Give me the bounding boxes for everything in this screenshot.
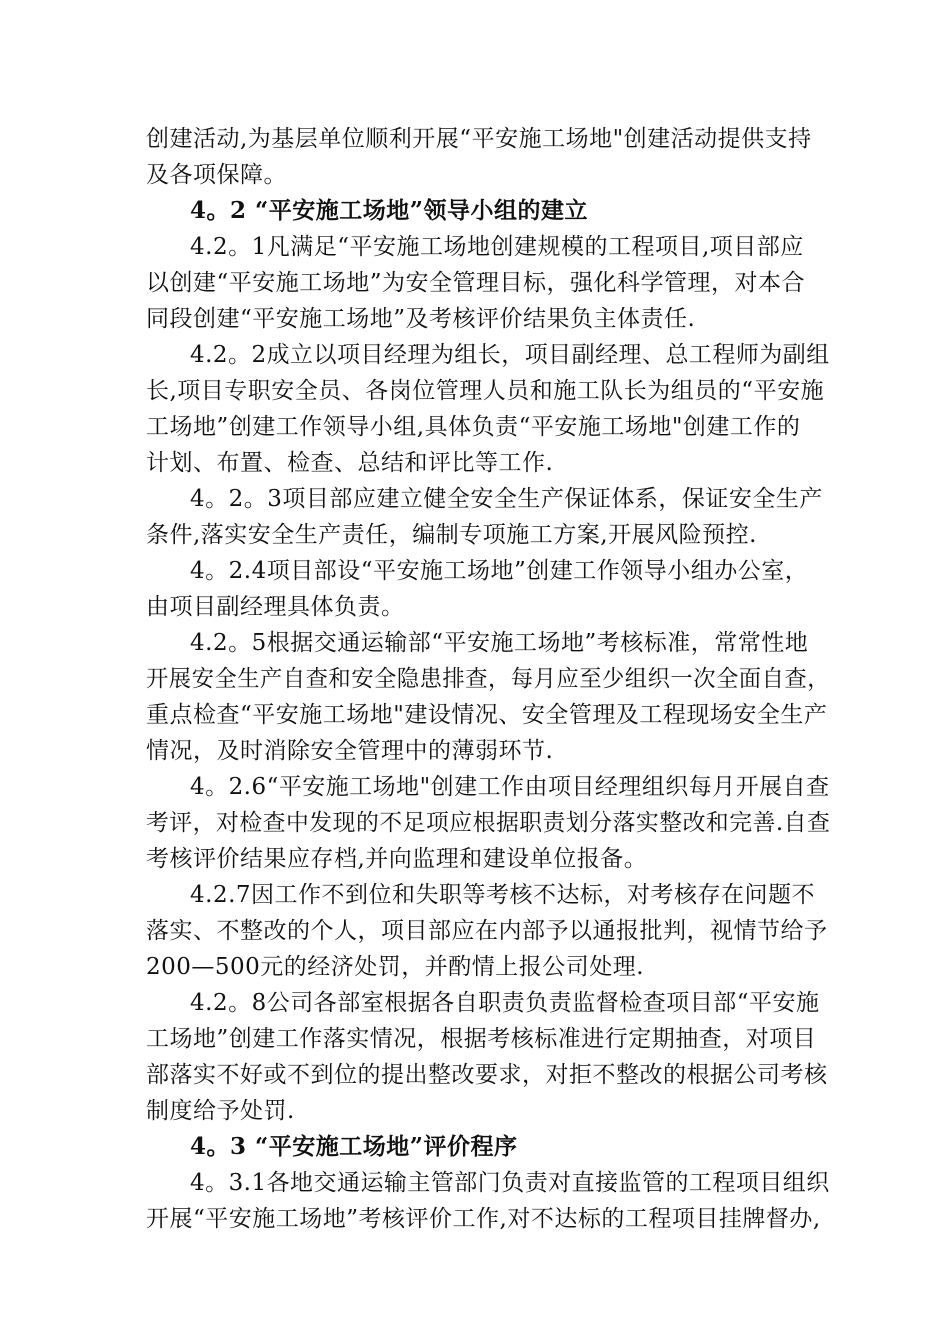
text-line: 200—500元的经济处罚，并酌情上报公司处理. xyxy=(146,954,645,980)
text-line: 考核评价结果应存档,并向监理和建设单位报备。 xyxy=(146,846,648,872)
text-line: 落实、不整改的个人，项目部应在内部予以通报批判，视情节给予 xyxy=(146,918,828,944)
text-line: 同段创建“平安施工场地”及考核评价结果负主体责任. xyxy=(146,306,696,332)
text-line: 4。2。3项目部应建立健全安全生产保证体系，保证安全生产 xyxy=(190,486,823,512)
text-line: 条件,落实安全生产责任，编制专项施工方案,开展风险预控. xyxy=(146,522,757,548)
text-line: 4.2。2成立以项目经理为组长，项目副经理、总工程师为副组 xyxy=(190,342,830,368)
text-line: 4。2.6“平安施工场地"创建工作由项目经理组织每月开展自查 xyxy=(190,774,830,800)
text-line: 情况，及时消除安全管理中的薄弱环节. xyxy=(146,738,554,764)
text-line: 计划、布置、检查、总结和评比等工作. xyxy=(146,450,554,476)
text-line: 4。3.1各地交通运输主管部门负责对直接监管的工程项目组织 xyxy=(190,1170,830,1196)
text-line: 重点检查“平安施工场地"建设情况、安全管理及工程现场安全生产 xyxy=(146,702,828,728)
text-line: 考评，对检查中发现的不足项应根据职责划分落实整改和完善.自查 xyxy=(146,810,831,836)
text-line: 部落实不好或不到位的提出整改要求，对拒不整改的根据公司考核 xyxy=(146,1062,828,1088)
section-heading: 4。3 “平安施工场地”评价程序 xyxy=(190,1133,518,1160)
text-line: 4.2。1凡满足“平安施工场地创建规模的工程项目,项目部应 xyxy=(190,234,804,260)
section-heading: 4。2 “平安施工场地”领导小组的建立 xyxy=(190,197,588,224)
text-line: 开展“平安施工场地”考核评价工作,对不达标的工程项目挂牌督办, xyxy=(146,1206,821,1232)
text-line: 制度给予处罚. xyxy=(146,1098,295,1124)
text-line: 4。2.4项目部设“平安施工场地”创建工作领导小组办公室， xyxy=(190,558,809,584)
text-line: 开展安全生产自查和安全隐患排查，每月应至少组织一次全面自查， xyxy=(146,666,830,692)
text-line: 长,项目专职安全员、各岗位管理人员和施工队长为组员的“平安施 xyxy=(146,378,825,404)
text-line: 以创建“平安施工场地”为安全管理目标，强化科学管理，对本合 xyxy=(146,270,806,296)
text-line: 工场地”创建工作领导小组,具体负责“平安施工场地"创建工作的 xyxy=(146,414,801,440)
text-line: 工场地”创建工作落实情况，根据考核标准进行定期抽查，对项目 xyxy=(146,1026,817,1052)
text-line: 由项目副经理具体负责。 xyxy=(146,594,405,620)
text-line: 创建活动,为基层单位顺利开展“平安施工场地"创建活动提供支持 xyxy=(146,126,812,152)
text-line: 4.2。5根据交通运输部“平安施工场地”考核标准，常常性地 xyxy=(190,630,809,656)
text-line: 4.2.7因工作不到位和失职等考核不达标，对考核存在问题不 xyxy=(190,882,816,908)
text-line: 4.2。8公司各部室根据各自职责负责监督检查项目部“平安施 xyxy=(190,990,820,1016)
text-line: 及各项保障。 xyxy=(146,162,287,188)
